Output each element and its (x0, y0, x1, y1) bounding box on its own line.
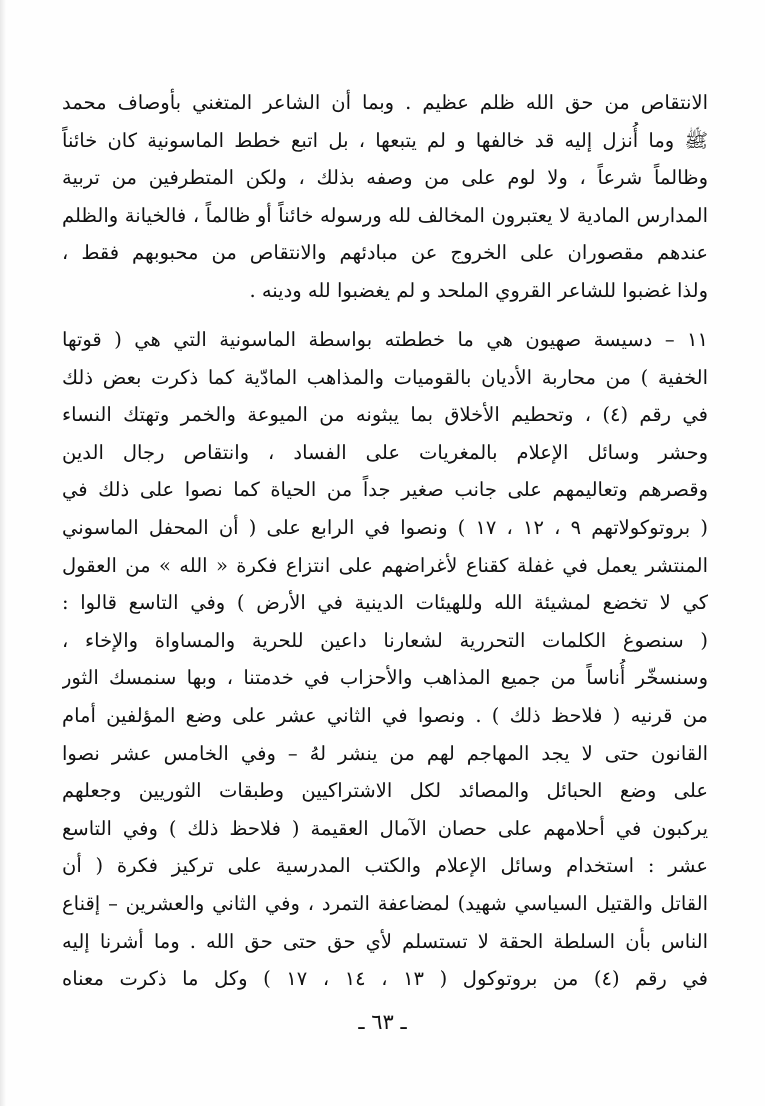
text-line: ( بروتوكولاتهم ٩ ، ١٢ ، ١٧ ) ونصوا في الرابع على ( أن المحفل الماسوني (62, 515, 708, 539)
text-line: عندهم مقصوران على الخروج عن مبادئهم والانتقاص من محبوبهم فقط ، (62, 241, 708, 265)
text-line: على وضع الحبائل والمصائد لكل الاشتراكيين وطبقات الثوريين وجعلهم (62, 779, 708, 803)
paragraph-1 (62, 84, 708, 310)
text-line: ( سنصوغ الكلمات التحررية لشعارنا داعين للحرية والمساواة والإخاء ، (62, 628, 708, 652)
text-line: المدارس المادية لا يعتبرون المخالف لله ورسوله خائناً أو ظالماً ، فالخيانة والظلم (62, 203, 708, 227)
text-line: وحشر وسائل الإعلام بالمغريات على الفساد ، وانتقاص رجال الدين (62, 440, 708, 464)
text-line: وظالماً شرعاً ، ولا لوم على من وصفه بذلك ، ولكن المتطرفين من تربية (62, 166, 708, 190)
text-line: ولذا غضبوا للشاعر القروي الملحد و لم يغضبوا لله ودينه . (249, 278, 708, 302)
text-line: في رقم (٤) ، وتحطيم الأخلاق بما يبثونه من الميوعة والخمر وتهتك النساء (62, 403, 708, 427)
text-line: القانون حتى لا يجد المهاجم لهم من ينشر لهُ – وفي الخامس عشر نصوا (62, 741, 708, 765)
text-line: الخفية ) من محاربة الأديان بالقوميات والمذاهب المادّية كما ذكرت بعض ذلك (62, 365, 708, 389)
text-line: من قرنيه ( فلاحظ ذلك ) . ونصوا في الثاني عشر على وضع المؤلفين أمام (62, 703, 708, 727)
text-line: المنتشر يعمل في غفلة كقناع لأغراضهم على انتزاع فكرة « الله » من العقول (62, 553, 708, 577)
text-line: الانتقاص من حق الله ظلم عظيم . وبما أن الشاعر المتغني بأوصاف محمد (62, 91, 708, 114)
page-number: ـ ٦٣ ـ (358, 1010, 407, 1034)
text-line: في رقم (٤) من بروتوكول ( ١٣ ، ١٤ ، ١٧ ) وكل ما ذكرت معناه (62, 967, 708, 991)
text-line: ١١ – دسيسة صهيون هي ما خططته بواسطة الماسونية التي هي ( قوتها (62, 328, 708, 351)
text-line: القاتل والقتيل السياسي شهيد) لمضاعفة التمرد ، وفي الثاني والعشرين – إقناع (62, 891, 708, 915)
paragraph-2 (62, 321, 708, 998)
text-line: وسنسخّر أُناساً من جميع المذاهب والأحزاب في خدمتنا ، وبها سنمسك الثور (62, 666, 708, 690)
text-line: الناس بأن السلطة الحقة لا تستسلم لأي حق حتى حق الله . وما أشرنا إليه (62, 929, 708, 953)
text-line: ﷺ وما أُنزل إليه قد خالفها و لم يتبعها ، بل اتبع خطط الماسونية كان خائناً (62, 128, 708, 152)
scan-edge-shadow (0, 0, 6, 1106)
text-line: وقصرهم وتعاليمهم على جانب صغير جداً من الحياة كما نصوا على ذلك في (62, 478, 708, 502)
text-line: عشر : استخدام وسائل الإعلام والكتب المدرسية على تركيز فكرة ( أن (62, 854, 708, 878)
text-line: يركبون في أحلامهم على حصان الآمال العقيمة ( فلاحظ ذلك ) وفي التاسع (62, 816, 708, 840)
text-line: كي لا تخضع لمشيئة الله وللهيئات الدينية في الأرض ) وفي التاسع قالوا : (62, 591, 708, 615)
